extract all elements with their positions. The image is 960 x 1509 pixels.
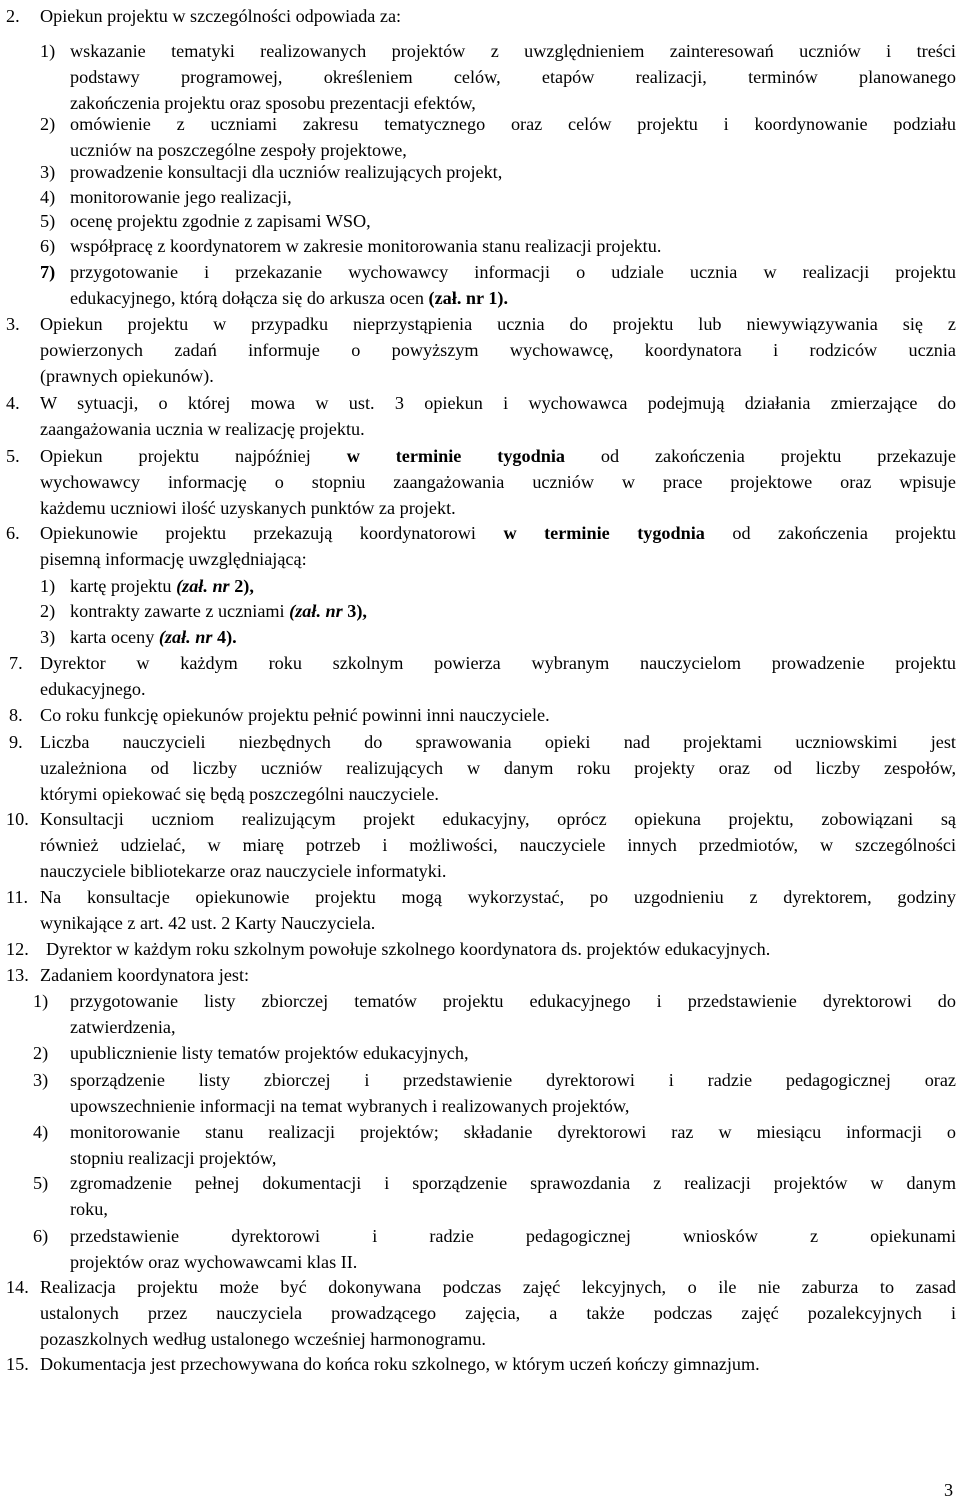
list-item <box>0 884 960 936</box>
item-number: 9. <box>9 732 23 752</box>
list-item <box>0 390 960 442</box>
item-text-line: uczniów na poszczególne zespoły projektowe, <box>70 140 407 160</box>
item-number: 3. <box>6 314 20 334</box>
list-item <box>0 1351 960 1377</box>
item-text-line: podstawy programowej, określeniem celów, etapów realizacji, terminów planowanego <box>70 67 956 87</box>
item-number: 14. <box>6 1277 29 1297</box>
list-item <box>0 988 960 1040</box>
page-number: 3 <box>944 1480 954 1500</box>
list-item <box>0 1119 960 1171</box>
item-text-line: edukacyjnego. <box>40 679 146 699</box>
list-item <box>0 233 960 259</box>
item-text-line: monitorowanie jego realizacji, <box>70 187 292 207</box>
item-text-line: każdemu uczniowi ilość uzyskanych punktów za projekt. <box>40 498 456 518</box>
item-text-line: Opiekun projektu w przypadku nieprzystąpienia ucznia do projektu lub niewywiązywania się z <box>40 314 956 334</box>
item-text-line: Konsultacji uczniom realizującym projekt edukacyjny, oprócz opiekuna projektu, zobowiązani są <box>40 809 956 829</box>
item-number: 5) <box>33 1173 49 1193</box>
item-text-line: Na konsultacje opiekunowie projektu mogą wykorzystać, po uzgodnieniu z dyrektorem, godziny <box>40 887 956 907</box>
item-text-line: omówienie z uczniami zakresu tematycznego oraz celów projektu i koordynowanie podziału <box>70 114 956 134</box>
item-number: 15. <box>6 1354 29 1374</box>
item-number: 8. <box>9 705 23 725</box>
item-text-line: pozaszkolnych według ustalonego wcześniej harmonogramu. <box>40 1329 486 1349</box>
item-number: 1) <box>40 41 56 61</box>
item-text-line: pisemną informację uwzględniającą: <box>40 549 307 569</box>
item-text-line: przygotowanie listy zbiorczej tematów projektu edukacyjnego i przedstawienie dyrektorowi do <box>70 991 956 1011</box>
item-text-line: również udzielać, w miarę potrzeb i możliwości, nauczyciele innych przedmiotów, w szczególności <box>40 835 956 855</box>
list-item <box>0 702 960 728</box>
item-text-line: kontrakty zawarte z uczniami (zał. nr 3), <box>70 601 367 621</box>
item-text-line: Dyrektor w każdym roku szkolnym powierza wybranym nauczycielom prowadzenie projektu <box>40 653 956 673</box>
item-number: 2. <box>6 6 20 26</box>
item-text-line: Opiekun projektu w szczególności odpowiada za: <box>40 6 402 26</box>
item-text-line: Opiekun projektu najpóźniej w terminie tygodnia od zakończenia projektu przekazuje <box>40 446 957 466</box>
item-text-line: zatwierdzenia, <box>70 1017 176 1037</box>
item-text-line: upowszechnienie informacji na temat wybranych i realizowanych projektów, <box>70 1096 630 1116</box>
item-number: 1) <box>40 576 56 596</box>
list-item <box>0 159 960 185</box>
item-text-line: W sytuacji, o której mowa w ust. 3 opiekun i wychowawca podejmują działania zmierzające do <box>40 393 956 413</box>
item-text-line: roku, <box>70 1199 108 1219</box>
list-item <box>0 311 960 389</box>
item-text-line: (prawnych opiekunów). <box>40 366 214 386</box>
item-number: 3) <box>33 1070 49 1090</box>
item-text-line: zakończenia projektu oraz sposobu prezentacji efektów, <box>70 93 476 113</box>
list-item <box>0 573 960 599</box>
list-item <box>0 1223 960 1275</box>
list-item <box>0 3 960 29</box>
list-item <box>0 962 960 988</box>
item-text-line: Realizacja projektu może być dokonywana podczas zajęć lekcyjnych, o ile nie zaburza to zasad <box>40 1277 956 1297</box>
item-text-line: prowadzenie konsultacji dla uczniów realizujących projekt, <box>70 162 503 182</box>
item-text-line: stopniu realizacji projektów, <box>70 1148 277 1168</box>
item-text-line: współpracę z koordynatorem w zakresie monitorowania stanu realizacji projektu. <box>70 236 662 256</box>
item-text-line: upublicznienie listy tematów projektów edukacyjnych, <box>70 1043 469 1063</box>
list-item <box>0 598 960 624</box>
list-item <box>0 650 960 702</box>
item-text-line: Zadaniem koordynatora jest: <box>40 965 250 985</box>
item-text-line: którymi opiekować się będą poszczególni nauczyciele. <box>40 784 439 804</box>
item-text-line: ustalonych przez nauczyciela prowadzącego zajęcia, a także podczas zajęć pozalekcyjnych i <box>40 1303 956 1323</box>
item-text-line: Co roku funkcję opiekunów projektu pełnić powinni inni nauczyciele. <box>40 705 550 725</box>
item-text-line: zaangażowania ucznia w realizację projektu. <box>40 419 365 439</box>
item-number: 2) <box>40 114 56 134</box>
item-number: 4) <box>40 187 56 207</box>
item-text-line: przedstawienie dyrektorowi i radzie pedagogicznej wniosków z opiekunami <box>70 1226 956 1246</box>
list-item <box>0 208 960 234</box>
item-text-line: Opiekunowie projektu przekazują koordynatorowi w terminie tygodnia od zakończenia projektu <box>40 523 956 543</box>
item-text-line: Liczba nauczycieli niezbędnych do sprawowania opieki nad projektami uczniowskimi jest <box>40 732 956 752</box>
item-text-line: nauczyciele bibliotekarze oraz nauczyciele informatyki. <box>40 861 447 881</box>
item-number: 12. <box>6 939 29 959</box>
item-text-line: Dokumentacja jest przechowywana do końca roku szkolnego, w którym uczeń kończy gimnazjum. <box>40 1354 760 1374</box>
item-number: 3) <box>40 162 56 182</box>
list-item <box>0 936 960 962</box>
item-text-line: powierzonych zadań informuje o powyższym wychowawcę, koordynatora i rodziców ucznia <box>40 340 956 360</box>
item-number: 2) <box>33 1043 49 1063</box>
item-text-line: wskazanie tematyki realizowanych projektów z uwzględnieniem zainteresowań uczniów i treści <box>70 41 956 61</box>
item-number: 13. <box>6 965 29 985</box>
list-item <box>0 520 960 572</box>
list-item <box>0 111 960 163</box>
item-text-line: Dyrektor w każdym roku szkolnym powołuje szkolnego koordynatora ds. projektów edukacyjnych. <box>46 939 771 959</box>
item-number: 4. <box>6 393 20 413</box>
list-item <box>0 1274 960 1352</box>
list-item <box>0 624 960 650</box>
list-item <box>0 806 960 884</box>
item-number: 3) <box>40 627 56 647</box>
list-item <box>0 184 960 210</box>
list-item <box>0 1067 960 1119</box>
item-number: 4) <box>33 1122 49 1142</box>
list-item <box>0 1170 960 1222</box>
item-text-line: zgromadzenie pełnej dokumentacji i sporządzenie sprawozdania z realizacji projektów w danym <box>70 1173 956 1193</box>
item-text-line: monitorowanie stanu realizacji projektów; składanie dyrektorowi raz w miesiącu informacji o <box>70 1122 956 1142</box>
item-number: 2) <box>40 601 56 621</box>
item-number: 6. <box>6 523 20 543</box>
item-number: 7. <box>9 653 23 673</box>
item-number: 7) <box>40 262 56 282</box>
item-number: 6) <box>40 236 56 256</box>
item-text-line: sporządzenie listy zbiorczej i przedstawienie dyrektorowi i radzie pedagogicznej oraz <box>70 1070 956 1090</box>
item-text-line: projektów oraz wychowawcami klas II. <box>70 1252 358 1272</box>
item-number: 10. <box>6 809 29 829</box>
item-number: 6) <box>33 1226 49 1246</box>
item-number: 5. <box>6 446 20 466</box>
list-item <box>0 259 960 311</box>
item-number: 11. <box>6 887 29 907</box>
item-text-line: wychowawcy informację o stopniu zaangażowania uczniów w prace projektowe oraz wpisuje <box>40 472 956 492</box>
item-text-line: przygotowanie i przekazanie wychowawcy informacji o udziale ucznia w realizacji projektu <box>70 262 956 282</box>
list-item <box>0 1040 960 1066</box>
item-text-line: karta oceny (zał. nr 4). <box>70 627 237 647</box>
item-number: 1) <box>33 991 49 1011</box>
item-text-line: ocenę projektu zgodnie z zapisami WSO, <box>70 211 371 231</box>
list-item <box>0 38 960 116</box>
item-text-line: edukacyjnego, którą dołącza się do arkusza ocen (zał. nr 1). <box>70 288 509 308</box>
item-text-line: wynikające z art. 42 ust. 2 Karty Nauczyciela. <box>40 913 376 933</box>
list-item <box>0 443 960 521</box>
item-number: 5) <box>40 211 56 231</box>
list-item <box>0 729 960 807</box>
item-text-line: uzależniona od liczby uczniów realizujących w danym roku projekty oraz od liczby zespołów, <box>40 758 956 778</box>
item-text-line: kartę projektu (zał. nr 2), <box>70 576 254 596</box>
